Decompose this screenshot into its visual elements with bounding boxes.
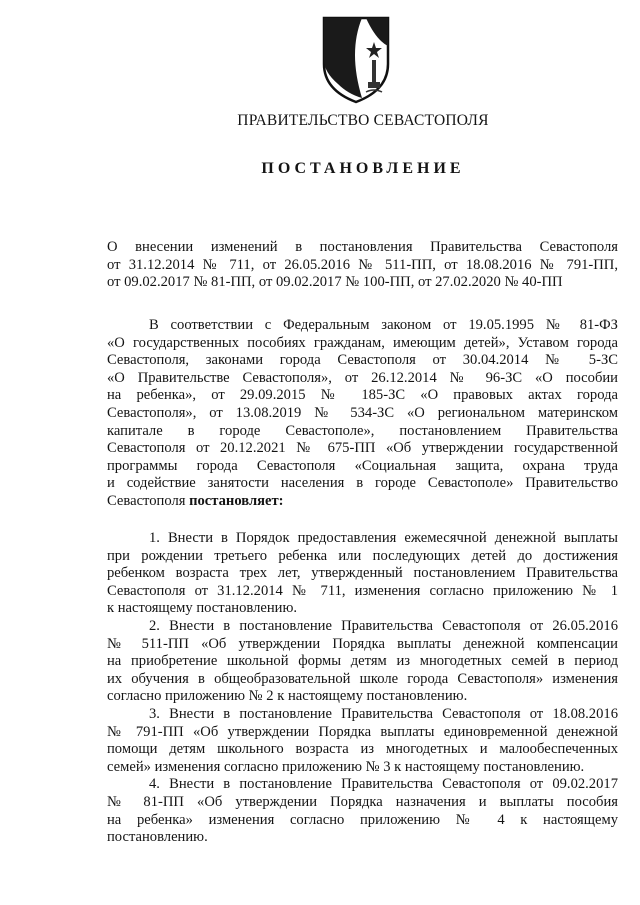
item-line: постановлению. (107, 829, 208, 846)
basis-line: программы города Севастополя «Социальная защита, охрана труда (107, 457, 618, 474)
resolution-items (107, 530, 618, 847)
government-title: ПРАВИТЕЛЬСТВО СЕВАСТОПОЛЯ (237, 112, 489, 129)
item-line: 2. Внести в постановление Правительства Севастополя от 26.05.2016 (149, 617, 618, 634)
item-line: № 511-ПП «Об утверждении Порядка выплаты денежной компенсации (107, 635, 618, 652)
subject-block (107, 239, 618, 292)
item-line: ребенком возраста трех лет, утвержденный постановлением Правительства (107, 565, 618, 582)
item-line: Севастополя от 31.12.2014 № 711, изменения согласно приложению № 1 (107, 582, 618, 599)
item-line: помощи детям школьного возраста из многодетных и малообеспеченных (107, 741, 618, 758)
basis-line: на ребенка», от 29.09.2015 № 185-ЗС «О правовых актах города (107, 387, 618, 404)
resolution-item-1 (107, 530, 618, 618)
item-line: на ребенка» изменения согласно приложению № 4 к настоящему (107, 811, 618, 828)
item-line: 3. Внести в постановление Правительства Севастополя от 18.08.2016 (149, 705, 618, 722)
basis-line: Севастополя, законами города Севастополя от 30.04.2014 № 5-ЗС (107, 352, 618, 369)
item-line: согласно приложению № 2 к настоящему постановлению. (107, 688, 468, 705)
sevastopol-coat-of-arms-icon (318, 12, 394, 104)
item-line: к настоящему постановлению. (107, 600, 298, 617)
basis-line: и содействие занятости населения в городе Севастополе» Правительство (107, 475, 618, 492)
basis-line: капитале в городе Севастополе», постановлением Правительства (107, 422, 618, 439)
item-line: на приобретение школьной формы детям из многодетных семей в период (107, 653, 618, 670)
document-type-title: ПОСТАНОВЛЕНИЕ (261, 160, 465, 177)
subject-line: от 31.12.2014 № 711, от 26.05.2016 № 511-ПП, от 18.08.2016 № 791-ПП, (107, 256, 618, 273)
basis-line: «О государственных пособиях гражданам, имеющим детей», Уставом города (107, 334, 618, 351)
basis-line: «О Правительстве Севастополя», от 26.12.2014 № 96-ЗС «О пособии (107, 369, 618, 386)
resolution-item-2 (107, 618, 618, 706)
basis-line: Севастополя от 20.12.2021 № 675-ПП «Об утверждении государственной (107, 440, 618, 457)
item-line: при рождении третьего ребенка или последующих детей до достижения (107, 547, 618, 564)
basis-final-line (107, 493, 618, 511)
resolution-item-3 (107, 706, 618, 776)
resolves-keyword: постановляет: (189, 492, 284, 509)
item-line: № 81-ПП «Об утверждении Порядка назначения и выплаты пособия (107, 793, 618, 810)
basis-line: В соответствии с Федеральным законом от 19.05.1995 № 81-ФЗ (149, 317, 618, 333)
resolution-item-4 (107, 776, 618, 846)
item-line: 1. Внести в Порядок предоставления ежемесячной денежной выплаты (149, 530, 618, 546)
basis-line: Севастополя», от 13.08.2019 № 534-ЗС «О региональном материнском (107, 404, 618, 421)
subject-line: О внесении изменений в постановления Правительства Севастополя (107, 239, 618, 255)
item-line: их обучения в общеобразовательной школе города Севастополя» изменения (107, 670, 618, 687)
basis-paragraph (107, 317, 618, 511)
item-line: семей» изменения согласно приложению № 3 к настоящему постановлению. (107, 758, 585, 775)
item-line: № 791-ПП «Об утверждении Порядка выплаты единовременной денежной (107, 723, 618, 740)
item-line: 4. Внести в постановление Правительства Севастополя от 09.02.2017 (149, 776, 618, 793)
subject-line: от 09.02.2017 № 81-ПП, от 09.02.2017 № 100-ПП, от 27.02.2020 № 40-ПП (107, 274, 563, 291)
basis-final-prefix: Севастополя (107, 492, 190, 509)
